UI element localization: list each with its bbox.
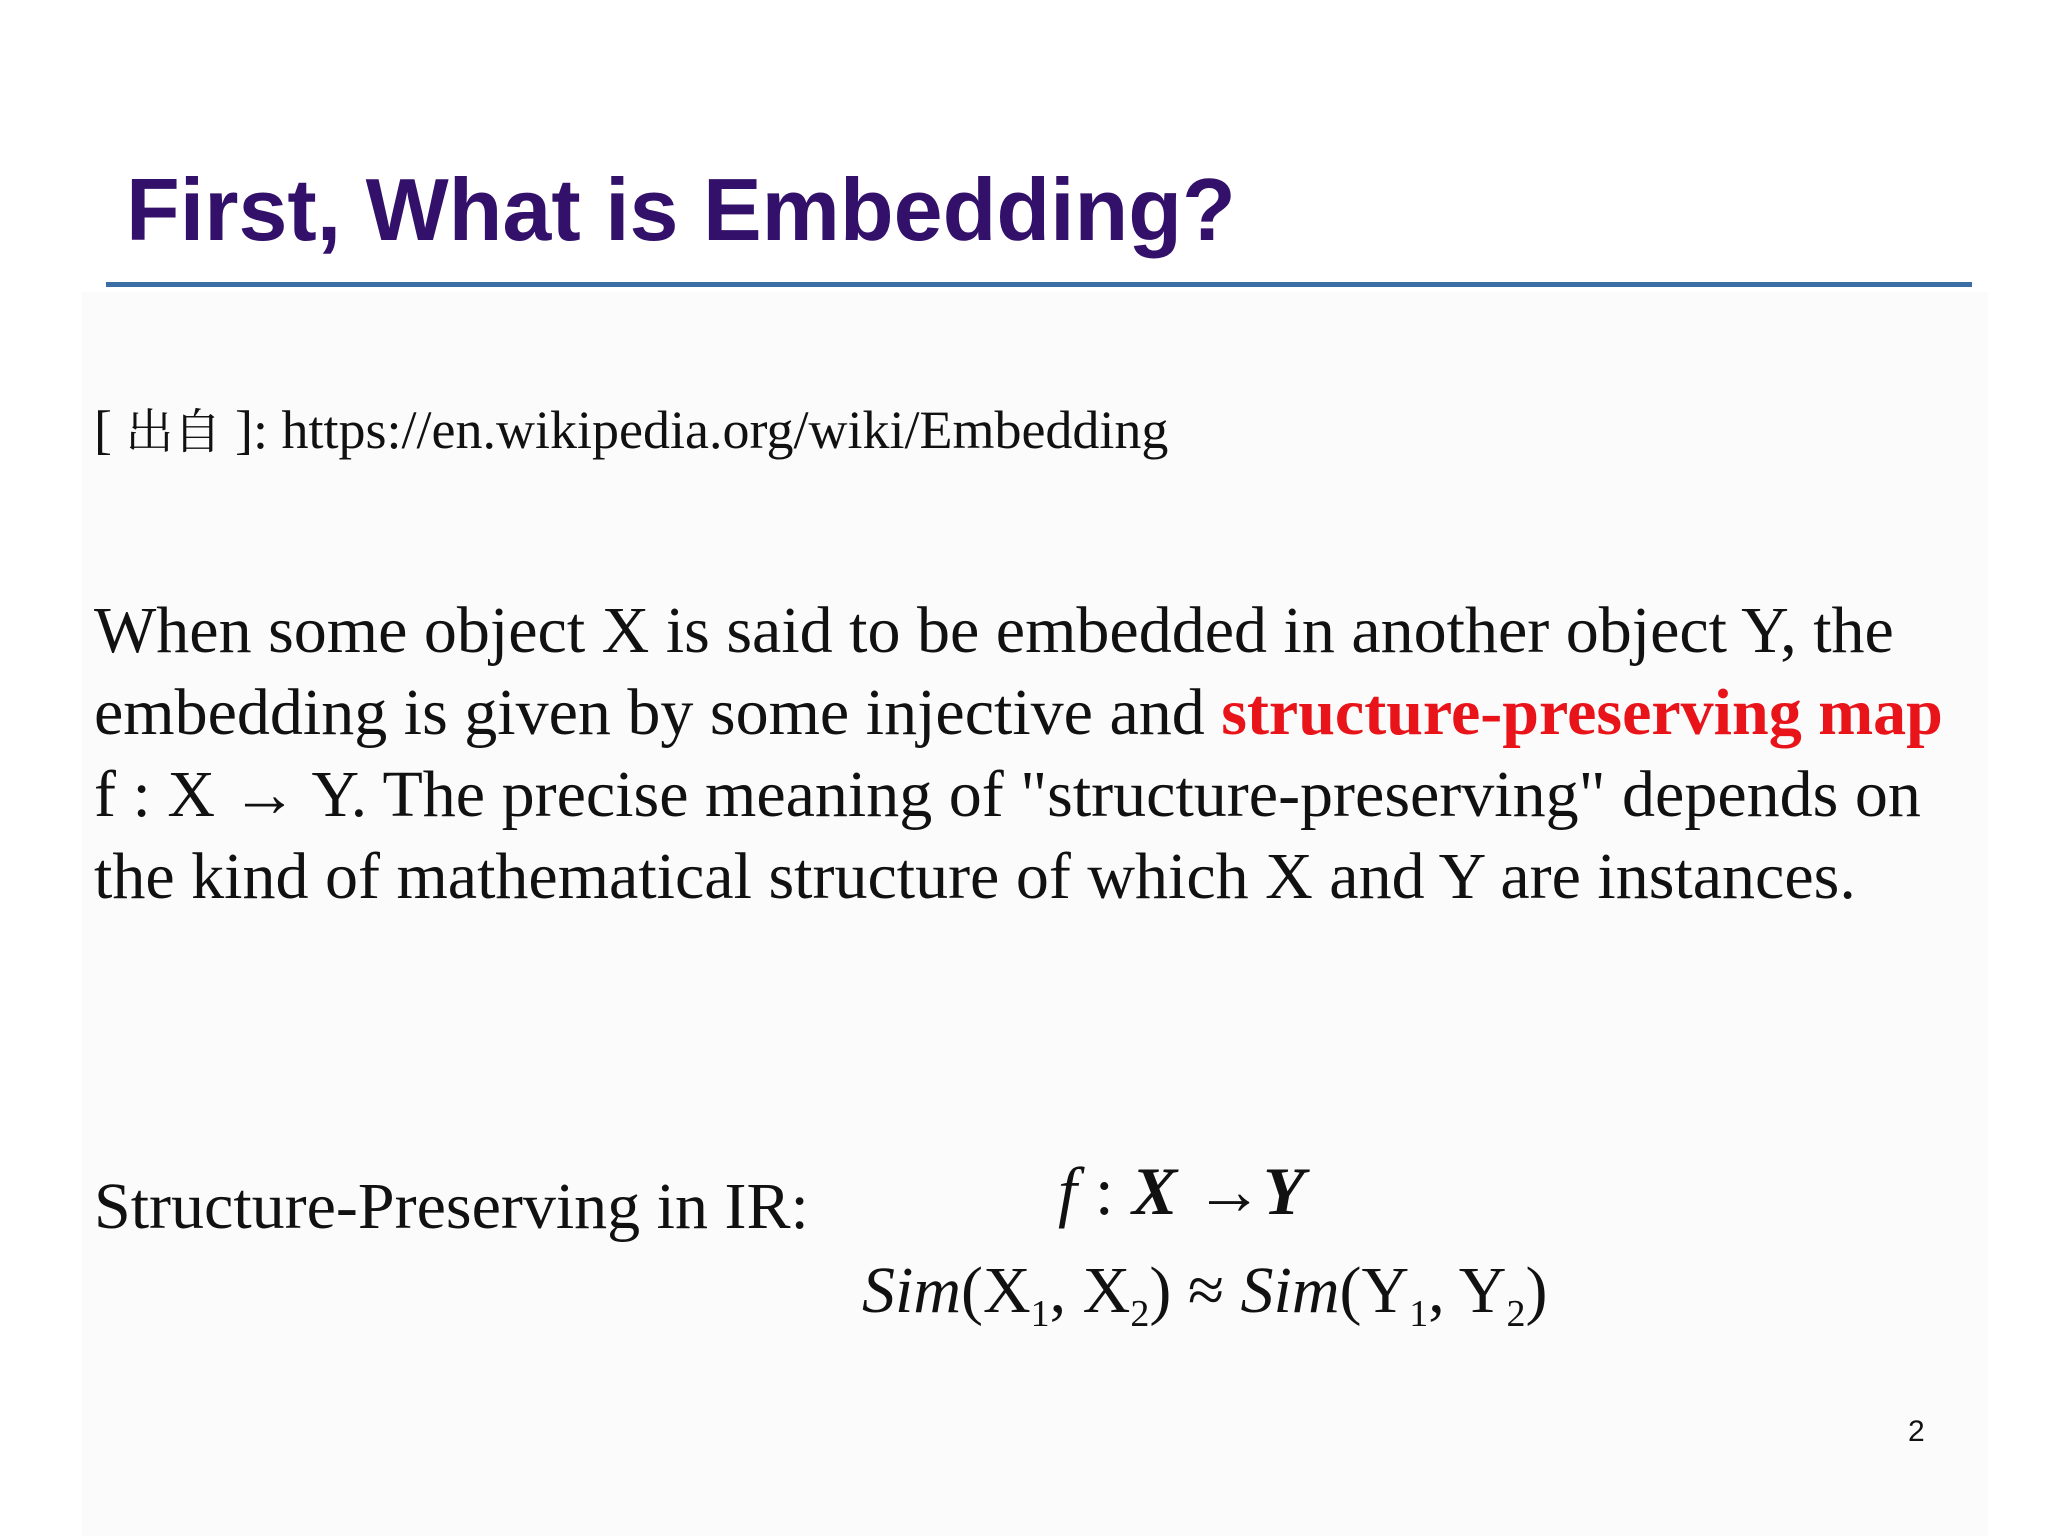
x2-var: X bbox=[1082, 1254, 1131, 1327]
paragraph-part-1: When some object X is said to be embedded in another object Y, the embedding is given by some injective and bbox=[94, 594, 1894, 749]
paren-close-left: ) bbox=[1149, 1254, 1172, 1327]
formula-X: X bbox=[1131, 1153, 1178, 1229]
source-citation bbox=[94, 398, 1168, 464]
paren-open-right: ( bbox=[1339, 1254, 1362, 1327]
paren-open-left: ( bbox=[961, 1254, 983, 1327]
sim-right: Sim bbox=[1240, 1254, 1340, 1327]
paren-close-right: ) bbox=[1525, 1254, 1548, 1327]
formula-colon: : bbox=[1094, 1153, 1114, 1229]
page-number: 2 bbox=[1908, 1415, 1925, 1448]
y2-sub: 2 bbox=[1506, 1293, 1526, 1335]
title-underline bbox=[106, 282, 1972, 287]
sim-left: Sim bbox=[862, 1254, 961, 1327]
mapping-formula bbox=[1058, 1150, 1305, 1232]
x2-sub: 2 bbox=[1130, 1293, 1150, 1335]
comma-left: , bbox=[1049, 1254, 1083, 1327]
formula-f: f bbox=[1058, 1153, 1077, 1229]
source-bracket-close: ]: bbox=[221, 400, 282, 460]
comma-right: , bbox=[1428, 1254, 1459, 1327]
structure-preserving-label: Structure-Preserving in IR: bbox=[94, 1170, 809, 1243]
approx-sign: ≈ bbox=[1171, 1254, 1241, 1327]
source-bracket-open: [ bbox=[94, 400, 126, 460]
y1-sub: 1 bbox=[1409, 1293, 1429, 1335]
slide-title: First, What is Embedding? bbox=[126, 160, 1236, 259]
x1-var: X bbox=[982, 1254, 1031, 1327]
formula-Y: Y bbox=[1263, 1153, 1305, 1229]
source-cjk-label: 出自 bbox=[125, 404, 222, 460]
source-url: https://en.wikipedia.org/wiki/Embedding bbox=[281, 400, 1169, 460]
y2-var: Y bbox=[1458, 1254, 1507, 1327]
formula-arrow: → bbox=[1195, 1153, 1264, 1229]
similarity-formula bbox=[862, 1250, 1548, 1335]
definition-paragraph bbox=[94, 590, 1974, 918]
paragraph-highlight: structure-preserving map bbox=[1221, 676, 1943, 749]
x1-sub: 1 bbox=[1030, 1293, 1050, 1335]
y1-var: Y bbox=[1361, 1254, 1410, 1327]
paragraph-part-2: f : X → Y. The precise meaning of "structure-preserving" depends on the kind of mathematical structure of which X and Y are instances. bbox=[94, 758, 1921, 913]
